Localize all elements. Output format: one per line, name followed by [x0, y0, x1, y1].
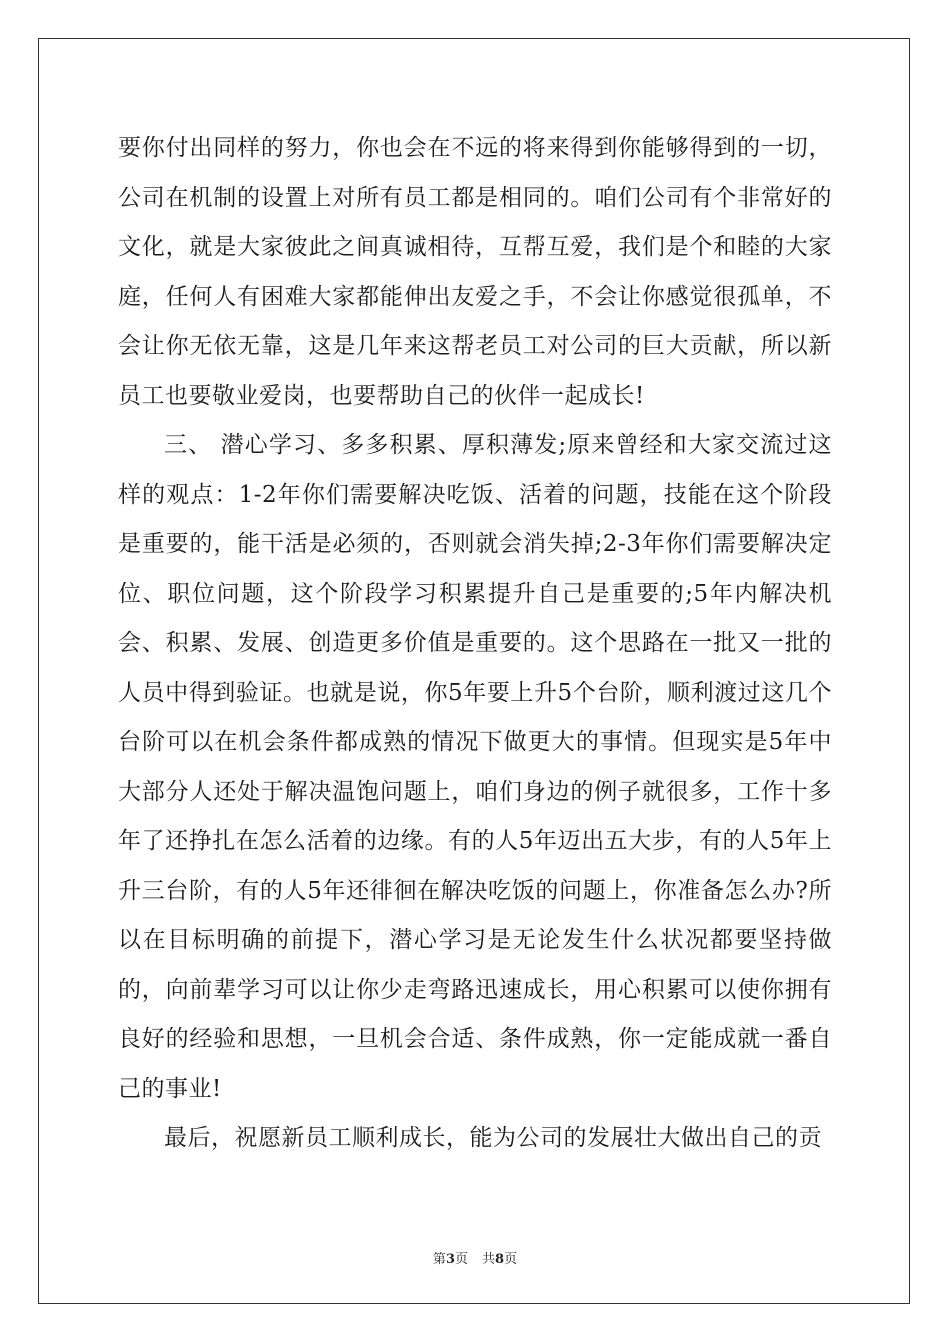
- paragraph-section-three: 三、 潜心学习、多多积累、厚积薄发;原来曾经和大家交流过这样的观点：1-2年你们需要解决吃饭、活着的问题，技能在这个阶段是重要的，能干活是必须的，否则就会消失掉;2-3年你们需要解决定位、职位问题，这个阶段学习积累提升自己是重要的;5年内解决机会、积累、发展、创造更多价值是重要的。这个思路在一批又一批的人员中得到验证。也就是说，你5年要上升5个台阶，顺利渡过这几个台阶可以在机会条件都成熟的情况下做更大的事情。但现实是5年中大部分人还处于解决温饱问题上，咱们身边的例子就很多，工作十多年了还挣扎在怎么活着的边缘。有的人5年迈出五大步，有的人5年上升三台阶，有的人5年还徘徊在解决吃饭的问题上，你准备怎么办?所以在目标明确的前提下，潜心学习是无论发生什么状况都要坚持做的，向前辈学习可以让你少走弯路迅速成长，用心积累可以使你拥有良好的经验和思想，一旦机会合适、条件成熟，你一定能成就一番自己的事业!: [118, 432, 832, 1102]
- current-page-number: 3: [445, 1252, 455, 1267]
- total-suffix: 页: [504, 1252, 518, 1267]
- page-suffix: 页: [454, 1252, 468, 1267]
- paragraph-continuation: 要你付出同样的努力，你也会在不远的将来得到你能够得到的一切，公司在机制的设置上对所有员工都是相同的。咱们公司有个非常好的文化，就是大家彼此之间真诚相待，互帮互爱，我们是个和睦的大家庭，任何人有困难大家都能伸出友爱之手，不会让你感觉很孤单，不会让你无依无靠，这是几年来这帮老员工对公司的巨大贡献，所以新员工也要敬业爱岗，也要帮助自己的伙伴一起成长!: [118, 135, 832, 409]
- total-prefix: 共: [482, 1252, 496, 1267]
- page-prefix: 第: [432, 1252, 446, 1267]
- document-body: [118, 124, 832, 1164]
- paragraph-closing: 最后，祝愿新员工顺利成长，能为公司的发展壮大做出自己的贡: [164, 1125, 822, 1151]
- total-page-number: 8: [495, 1252, 505, 1267]
- page-footer: [0, 1248, 950, 1267]
